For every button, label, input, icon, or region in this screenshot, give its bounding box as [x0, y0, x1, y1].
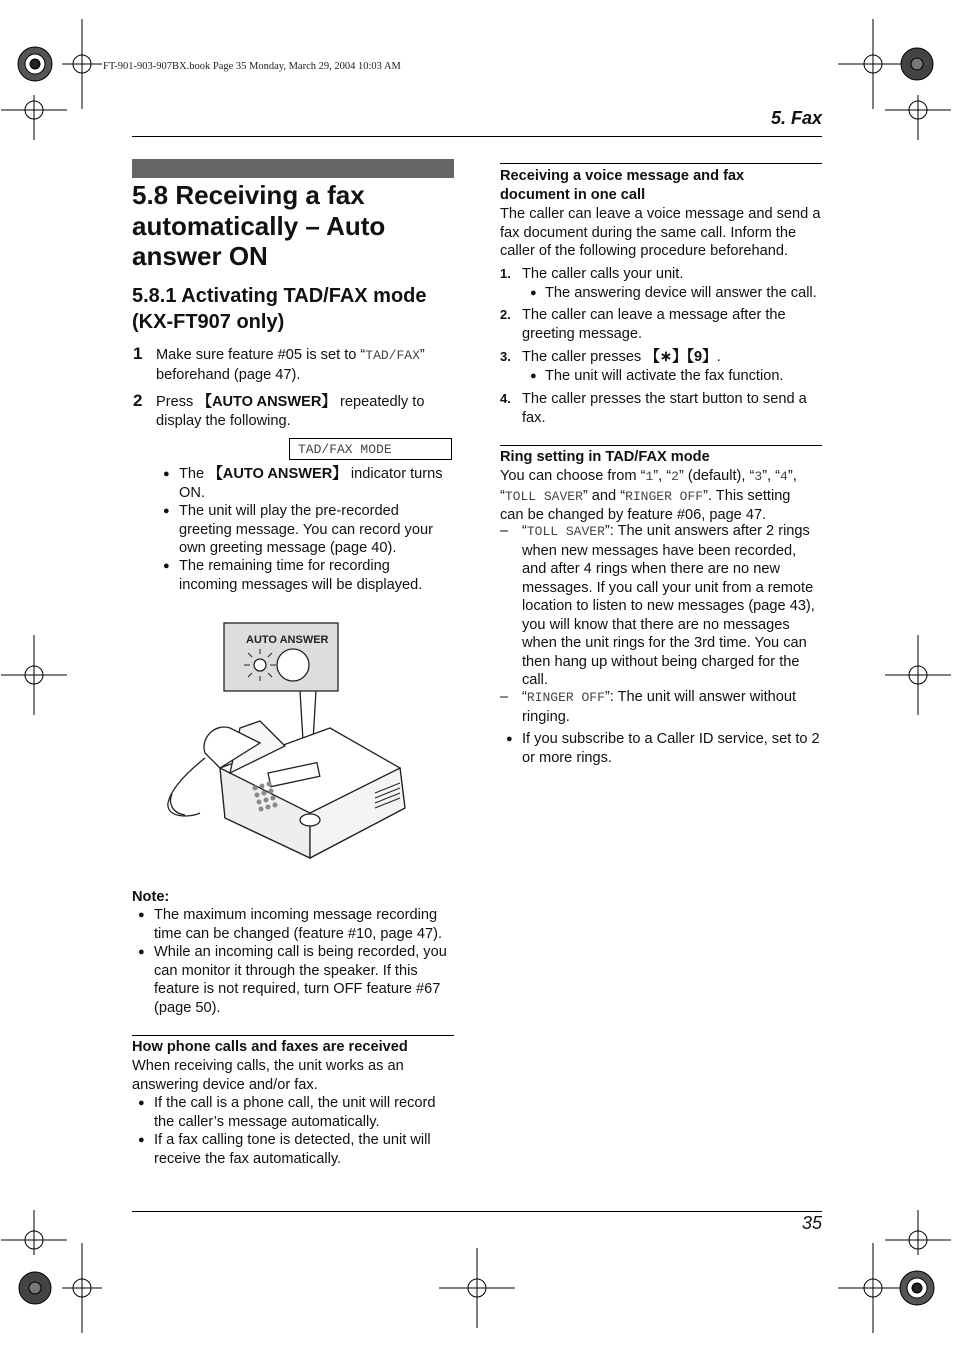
footer-rule — [132, 1211, 822, 1212]
note-item: While an incoming call is being recorded, you can monitor it through the speaker. If this feature is not required, turn OFF feature #67 (page 50). — [154, 944, 447, 1016]
voice-sub: The unit will activate the fax function. — [545, 368, 784, 384]
voice-sub: The answering device will answer the call. — [545, 285, 817, 301]
voice-title: Receiving a voice message and fax document in one call — [500, 168, 745, 203]
lcd-display: TAD/FAX MODE — [289, 438, 452, 460]
voice-step: The caller can leave a message after the greeting message. — [522, 307, 786, 342]
voice-step: The caller presses 【∗】【9】. — [522, 349, 721, 365]
voice-step: The caller calls your unit. — [522, 266, 684, 282]
how-title: How phone calls and faxes are received — [132, 1039, 408, 1055]
step-number: 1 — [133, 344, 143, 363]
dash-icon: – — [500, 689, 509, 705]
bullet-icon: ● — [530, 287, 537, 299]
bullet-icon: ● — [163, 505, 170, 517]
fax-machine-illustration — [160, 618, 410, 868]
list-item: The remaining time for recording incoming messages will be displayed. — [179, 558, 423, 593]
section-rule — [500, 163, 822, 164]
section-rule — [132, 1035, 454, 1036]
note-item: The maximum incoming message recording time can be changed (feature #10, page 47). — [154, 907, 443, 942]
step-number: 2. — [500, 307, 511, 322]
step-number: 3. — [500, 349, 511, 364]
ring-note: If you subscribe to a Caller ID service, set to 2 or more rings. — [522, 731, 820, 766]
header-rule — [132, 136, 822, 137]
how-intro: When receiving calls, the unit works as an answering device and/or fax. — [132, 1058, 404, 1093]
note-title: Note: — [132, 889, 170, 905]
step-number: 4. — [500, 391, 511, 406]
auto-answer-label: AUTO ANSWER — [246, 634, 329, 646]
bullet-icon: ● — [138, 1134, 145, 1146]
how-item: If a fax calling tone is detected, the unit will receive the fax automatically. — [154, 1132, 431, 1167]
page-title: 5.8 Receiving a fax automatically – Auto answer ON — [132, 180, 386, 271]
section-label: 5. Fax — [770, 108, 822, 128]
voice-step: The caller presses the start button to send a fax. — [522, 391, 807, 426]
how-item: If the call is a phone call, the unit will record the caller’s message automatically. — [154, 1095, 436, 1130]
ring-title: Ring setting in TAD/FAX mode — [500, 449, 710, 465]
ring-option: “TOLL SAVER”: The unit answers after 2 rings when new messages have been recorded, and after 4 rings when there are no new messages. If you call your unit from a remote location to listen to new messages (page 43), you will know that there are no messages when the unit rings for the 3rd time. You can then hang up without being charged for the call. — [522, 523, 815, 688]
title-band — [132, 159, 454, 178]
list-item: The 【AUTO ANSWER】 indicator turns ON. — [179, 466, 443, 501]
step-text: Press 【AUTO ANSWER】 repeatedly to display the following. — [156, 394, 425, 429]
bullet-icon: ● — [530, 370, 537, 382]
ring-option: “RINGER OFF”: The unit will answer without ringing. — [522, 689, 797, 725]
file-header: FT-901-903-907BX.book Page 35 Monday, March 29, 2004 10:03 AM — [103, 61, 401, 72]
list-item: The unit will play the pre-recorded greeting message. You can record your own greeting message (page 40). — [179, 503, 433, 556]
page-number: 35 — [801, 1213, 822, 1233]
bullet-icon: ● — [163, 560, 170, 572]
ring-intro: You can choose from “1”, “2” (default), “3”, “4”, “TOLL SAVER” and “RINGER OFF”. This setting can be changed by feature #06, page 47. — [500, 468, 797, 523]
section-rule — [500, 445, 822, 446]
bullet-icon: ● — [138, 946, 145, 958]
step-number: 1. — [500, 266, 511, 281]
bullet-icon: ● — [506, 733, 513, 745]
dash-icon: – — [500, 523, 509, 539]
bullet-icon: ● — [138, 1097, 145, 1109]
bullet-icon: ● — [163, 468, 170, 480]
step-text: Make sure feature #05 is set to “TAD/FAX” beforehand (page 47). — [156, 347, 425, 383]
step-number: 2 — [133, 391, 143, 410]
bullet-icon: ● — [138, 909, 145, 921]
voice-intro: The caller can leave a voice message and send a fax document during the same call. Inform the caller of the following procedure beforehand. — [500, 206, 821, 259]
subsection-title: 5.8.1 Activating TAD/FAX mode (KX-FT907 only) — [132, 285, 427, 333]
